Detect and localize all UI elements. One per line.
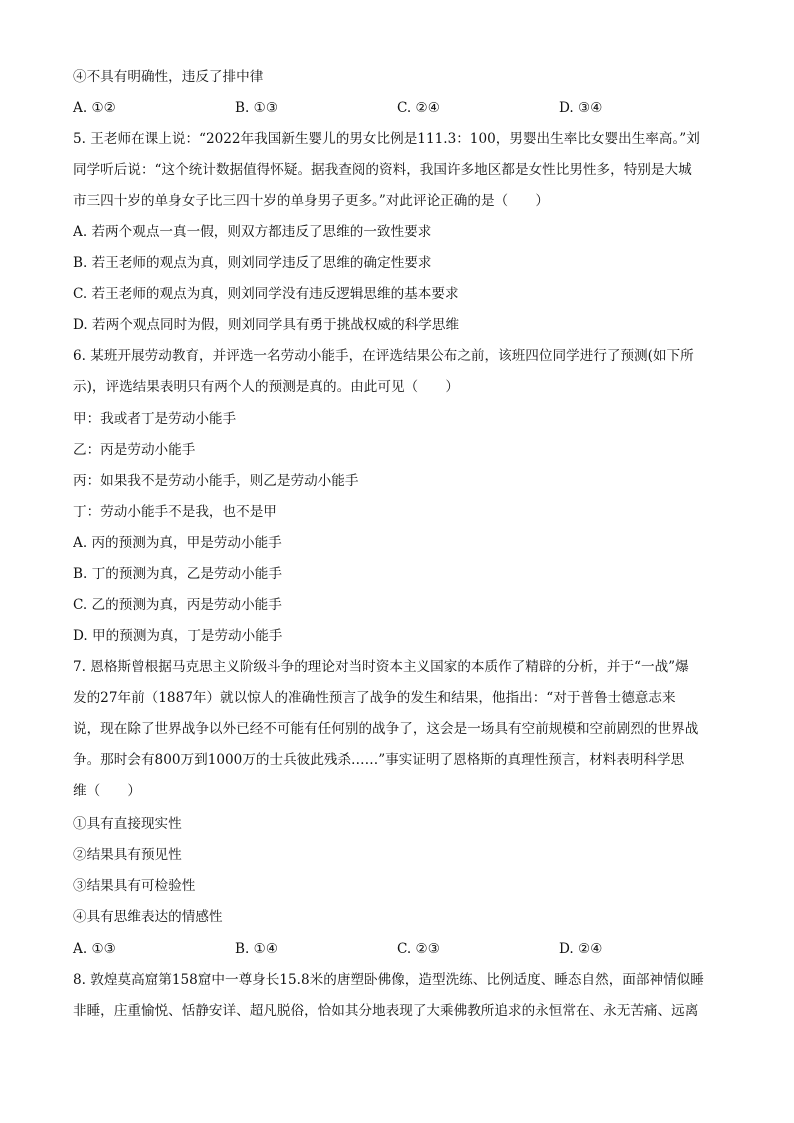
- q6-statement-bing: 丙：如果我不是劳动小能手，则乙是劳动小能手: [73, 473, 359, 489]
- q6-option-b: B. 丁的预测为真，乙是劳动小能手: [73, 566, 282, 582]
- q5-option-b: B. 若王老师的观点为真，则刘同学违反了思维的确定性要求: [73, 255, 432, 271]
- q4-option-c: C. ②④: [397, 100, 440, 116]
- q7-stem-line-3: 说，现在除了世界战争以外已经不可能有任何别的战争了，这会是一场具有空前规模和空前剧烈的世界战: [73, 721, 699, 737]
- q4-option-b: B. ①③: [235, 100, 279, 116]
- q7-item-1: ①具有直接现实性: [73, 816, 182, 832]
- q7-stem-line-1: 7. 恩格斯曾根据马克思主义阶级斗争的理论对当时资本主义国家的本质作了精辟的分析，并于“一战”爆: [73, 659, 689, 675]
- q7-item-3: ③结果具有可检验性: [73, 878, 196, 894]
- q6-statement-ding: 丁：劳动小能手不是我，也不是甲: [73, 504, 277, 520]
- q5-stem-line-3: 市三四十岁的单身女子比三四十岁的单身男子更多。”对此评论正确的是（ ）: [73, 193, 549, 209]
- q8-stem-line-1: 8. 敦煌莫高窟第158窟中一尊身长15.8米的唐塑卧佛像，造型洗练、比例适度、睡态自然，面部神情似睡: [73, 972, 704, 988]
- q7-options: [73, 940, 733, 958]
- q6-option-a: A. 丙的预测为真，甲是劳动小能手: [73, 535, 282, 551]
- q6-stem-line-1: 6. 某班开展劳动教育，并评选一名劳动小能手，在评选结果公布之前，该班四位同学进行了预测(如下所: [73, 348, 694, 364]
- q7-item-4: ④具有思维表达的情感性: [73, 909, 223, 925]
- q7-option-d: D. ②④: [559, 941, 603, 957]
- q7-option-b: B. ①④: [235, 941, 279, 957]
- q7-stem-line-4: 争。那时会有800万到1000万的士兵彼此残杀……”事实证明了恩格斯的真理性预言，材料表明科学思: [73, 752, 685, 768]
- q6-statement-yi: 乙：丙是劳动小能手: [73, 442, 196, 458]
- q5-stem-line-1: 5. 王老师在课上说：“2022年我国新生婴儿的男女比例是111.3：100，男婴出生率比女婴出生率高。”刘: [73, 131, 700, 147]
- q7-option-a: A. ①③: [73, 941, 116, 957]
- q5-option-d: D. 若两个观点同时为假，则刘同学具有勇于挑战权威的科学思维: [73, 317, 460, 333]
- q5-option-c: C. 若王老师的观点为真，则刘同学没有违反逻辑思维的基本要求: [73, 286, 459, 302]
- q6-option-d: D. 甲的预测为真，丁是劳动小能手: [73, 628, 283, 644]
- q5-option-a: A. 若两个观点一真一假，则双方都违反了思维的一致性要求: [73, 224, 432, 240]
- q7-stem-line-5: 维（ ）: [73, 783, 141, 799]
- q8-stem-line-2: 非睡，庄重愉悦、恬静安详、超凡脱俗，恰如其分地表现了大乘佛教所追求的永恒常在、永无苦痛、远离: [73, 1003, 699, 1019]
- q7-item-2: ②结果具有预见性: [73, 847, 182, 863]
- q6-option-c: C. 乙的预测为真，丙是劳动小能手: [73, 597, 282, 613]
- q4-option-d: D. ③④: [559, 100, 603, 116]
- q4-item-4: ④不具有明确性，违反了排中律: [73, 69, 264, 85]
- q7-stem-line-2: 发的27年前（1887年）就以惊人的准确性预言了战争的发生和结果，他指出：“对于普鲁士德意志来: [73, 690, 676, 706]
- q5-stem-line-2: 同学听后说：“这个统计数据值得怀疑。据我查阅的资料，我国许多地区都是女性比男性多，特别是大城: [73, 162, 692, 178]
- q7-option-c: C. ②③: [397, 941, 440, 957]
- q4-options: [73, 99, 733, 117]
- q6-statement-jia: 甲：我或者丁是劳动小能手: [73, 411, 237, 427]
- q6-stem-line-2: 示)，评选结果表明只有两个人的预测是真的。由此可见（ ）: [73, 379, 459, 395]
- q4-option-a: A. ①②: [73, 100, 116, 116]
